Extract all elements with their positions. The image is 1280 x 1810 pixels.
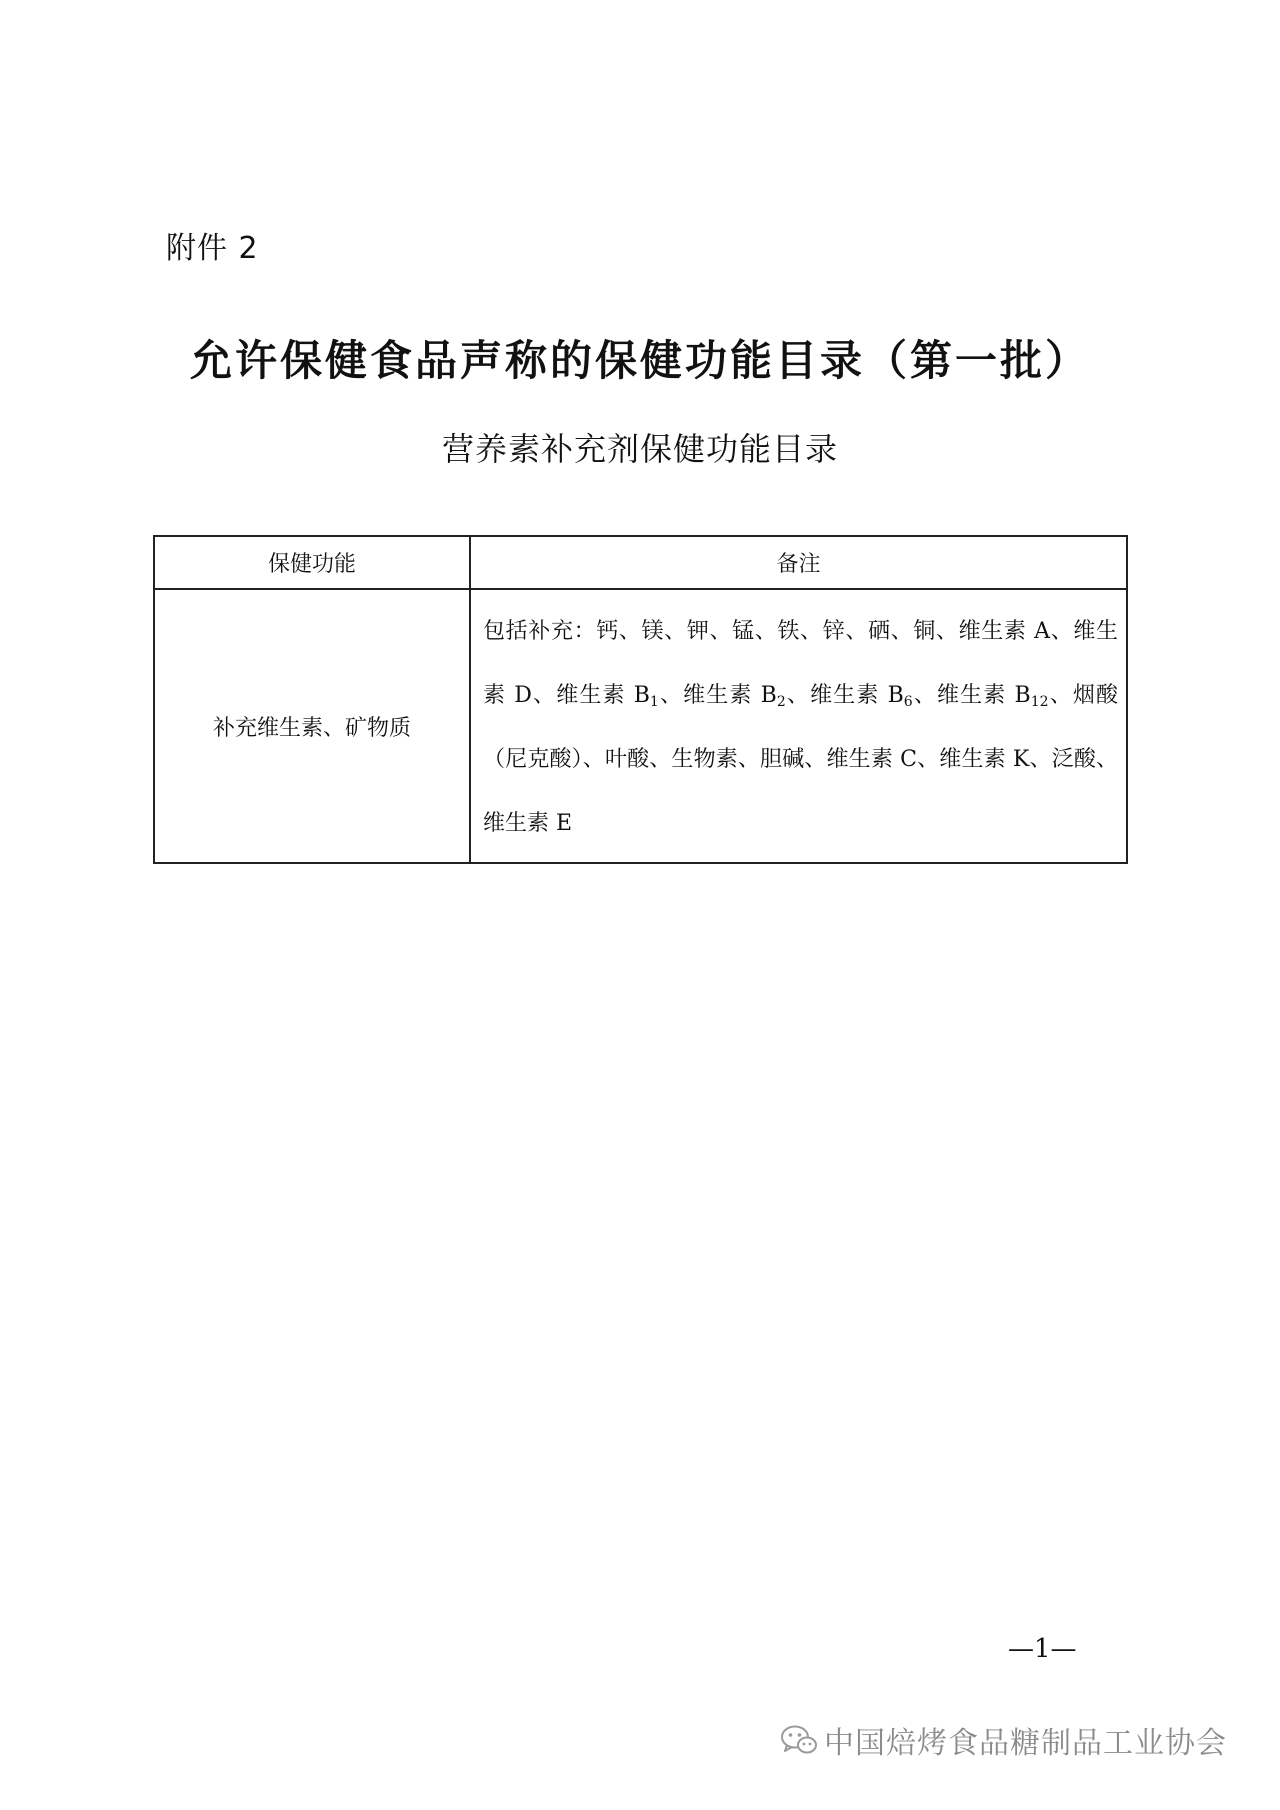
note-text: 、烟酸（尼克酸）、叶酸、生物素、胆碱、维生素 C、维生素 K、泛酸、维生素 E xyxy=(483,683,1118,836)
table-header-row xyxy=(154,536,1127,589)
note-text: 包括补充：钙、镁、钾、锰、铁、锌、硒、铜、维生素 A、维生素 D、维生素 B xyxy=(483,619,1118,708)
watermark xyxy=(780,1720,1227,1760)
column-header-function: 保健功能 xyxy=(154,536,470,589)
wechat-icon xyxy=(780,1724,818,1756)
table-row xyxy=(154,589,1127,863)
attachment-label: 附件 2 xyxy=(166,231,259,266)
note-text: 、维生素 B xyxy=(785,683,904,708)
document-subtitle: 营养素补充剂保健功能目录 xyxy=(441,430,838,468)
note-text: 、维生素 B xyxy=(658,683,777,708)
watermark-text: 中国焙烤食品糖制品工业协会 xyxy=(824,1726,1227,1761)
subscript-12: 12 xyxy=(1030,694,1049,710)
column-header-note: 备注 xyxy=(470,536,1127,589)
subscript-6: 6 xyxy=(903,694,913,710)
subscript-1: 1 xyxy=(649,694,659,710)
subscript-2: 2 xyxy=(776,694,786,710)
note-cell xyxy=(470,589,1127,863)
function-cell: 补充维生素、矿物质 xyxy=(154,589,470,863)
health-function-table xyxy=(153,535,1128,864)
document-title: 允许保健食品声称的保健功能目录（第一批） xyxy=(189,336,1090,385)
page-number: —1— xyxy=(1008,1634,1077,1664)
note-text: 、维生素 B xyxy=(912,683,1031,708)
